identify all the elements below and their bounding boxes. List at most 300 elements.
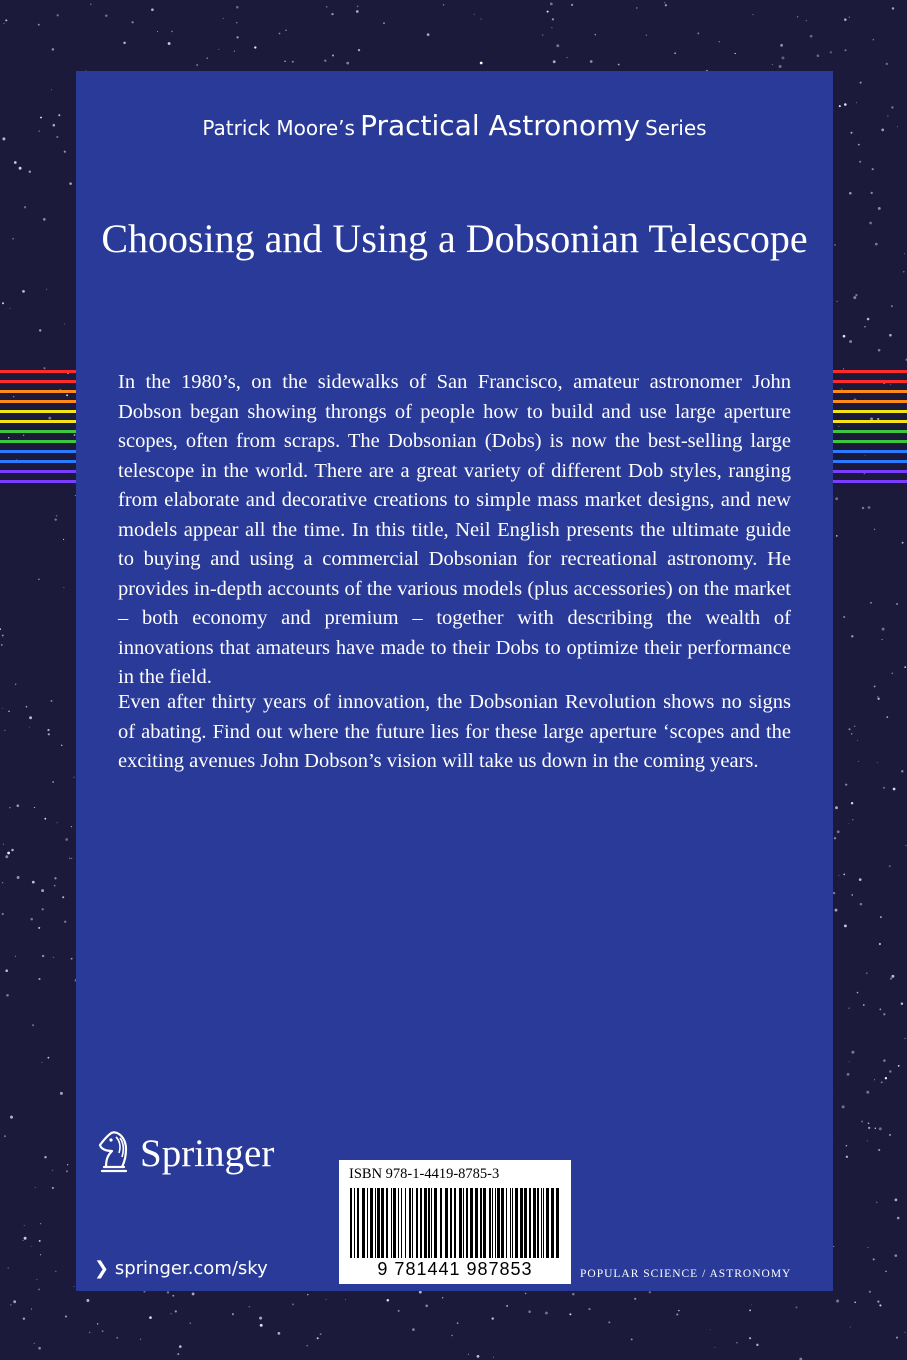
star xyxy=(57,14,59,16)
star xyxy=(149,1316,152,1319)
star xyxy=(553,60,556,63)
star xyxy=(844,925,847,928)
star xyxy=(4,1135,6,1137)
star xyxy=(2,137,5,140)
barcode-bar xyxy=(524,1188,527,1258)
star xyxy=(74,777,75,778)
barcode-bar xyxy=(533,1188,536,1258)
barcode-bar xyxy=(434,1188,437,1258)
star xyxy=(356,10,359,13)
star xyxy=(26,706,28,708)
star xyxy=(10,1304,11,1305)
star xyxy=(664,2,665,3)
star xyxy=(2,882,3,883)
star xyxy=(858,761,859,762)
star xyxy=(64,151,66,153)
star xyxy=(879,1304,881,1306)
star xyxy=(236,36,238,38)
star xyxy=(43,218,46,221)
star xyxy=(357,6,359,8)
stripe-line xyxy=(833,410,907,413)
star xyxy=(9,807,10,808)
star xyxy=(834,244,835,245)
star xyxy=(845,49,847,51)
star xyxy=(140,1339,141,1340)
star xyxy=(43,367,45,369)
star xyxy=(285,29,287,31)
star xyxy=(868,1127,870,1129)
barcode-bar xyxy=(466,1188,468,1258)
publisher-url-text: springer.com/sky xyxy=(114,1258,268,1279)
star xyxy=(9,308,10,309)
star xyxy=(849,17,850,18)
barcode-bar xyxy=(510,1188,511,1258)
star xyxy=(834,837,836,839)
star xyxy=(882,628,885,631)
star xyxy=(871,192,873,194)
stripe-line xyxy=(0,420,76,423)
star xyxy=(860,82,862,84)
star xyxy=(358,49,360,51)
star xyxy=(836,535,838,537)
barcode-bar xyxy=(420,1188,422,1258)
star xyxy=(38,1288,40,1290)
star xyxy=(873,1258,875,1260)
star xyxy=(170,1313,171,1314)
star xyxy=(190,1322,191,1323)
star xyxy=(32,1024,34,1026)
star xyxy=(892,7,894,9)
star xyxy=(44,1156,46,1158)
star xyxy=(493,1357,494,1358)
star xyxy=(5,855,8,858)
star xyxy=(873,39,874,40)
stripe-line xyxy=(833,420,907,423)
star xyxy=(223,18,224,19)
star xyxy=(157,31,158,32)
star xyxy=(844,18,847,21)
star xyxy=(895,1254,898,1257)
star xyxy=(874,685,876,687)
star xyxy=(842,1105,845,1108)
stripe-line xyxy=(833,440,907,443)
stripe-line xyxy=(0,470,76,473)
rainbow-stripes-right xyxy=(833,370,907,520)
star xyxy=(618,64,620,66)
star xyxy=(47,729,49,731)
star xyxy=(317,1337,319,1339)
star xyxy=(846,1145,847,1146)
star xyxy=(307,1345,308,1346)
star xyxy=(857,992,859,994)
star xyxy=(10,1116,13,1119)
star xyxy=(890,977,892,979)
barcode-bar xyxy=(497,1188,500,1258)
star xyxy=(48,1057,50,1059)
star xyxy=(40,1223,41,1224)
star xyxy=(383,22,385,24)
star xyxy=(857,740,858,741)
barcode-bar xyxy=(506,1188,507,1258)
star xyxy=(854,726,856,728)
star xyxy=(859,161,861,163)
star xyxy=(571,4,573,6)
star xyxy=(674,53,675,54)
star xyxy=(877,697,879,699)
star xyxy=(859,878,862,881)
star xyxy=(4,730,5,731)
barcode-bar xyxy=(375,1188,376,1258)
star xyxy=(551,27,552,28)
cover-panel xyxy=(76,71,833,1291)
barcode-bar xyxy=(475,1188,478,1258)
star xyxy=(474,14,475,15)
star xyxy=(836,1300,839,1303)
star xyxy=(889,865,891,867)
star xyxy=(886,716,888,718)
star xyxy=(867,1247,868,1248)
star xyxy=(236,6,239,9)
isbn-label: ISBN 978-1-4419-8785-3 xyxy=(349,1166,500,1182)
barcode-digits: 9 781441 987853 xyxy=(377,1259,533,1279)
star xyxy=(65,1316,67,1318)
star xyxy=(7,852,10,855)
series-header xyxy=(76,109,833,142)
rainbow-stripes-left xyxy=(0,370,76,520)
star xyxy=(29,727,30,728)
star xyxy=(735,53,736,54)
star xyxy=(889,1070,892,1073)
star xyxy=(5,19,7,21)
star xyxy=(2,635,4,637)
star xyxy=(590,60,593,63)
star xyxy=(23,1318,25,1320)
star xyxy=(904,253,905,254)
barcode-bar xyxy=(391,1188,392,1258)
star xyxy=(863,1004,865,1006)
star xyxy=(885,1077,887,1079)
barcode-bar xyxy=(405,1188,406,1258)
star xyxy=(552,18,554,20)
star xyxy=(849,1008,850,1009)
star xyxy=(34,807,35,808)
star xyxy=(17,876,20,879)
stripe-line xyxy=(0,380,76,383)
star xyxy=(780,44,783,47)
barcode-bar xyxy=(501,1188,504,1258)
star xyxy=(851,635,853,637)
barcode-bar xyxy=(445,1188,448,1258)
star xyxy=(332,55,334,57)
barcode-bar xyxy=(492,1188,493,1258)
star xyxy=(556,44,559,47)
star xyxy=(845,784,847,786)
star xyxy=(588,1308,590,1310)
star xyxy=(24,1225,25,1226)
barcode-bar xyxy=(543,1188,544,1258)
star xyxy=(853,296,856,299)
star xyxy=(898,1065,900,1067)
barcode-bar xyxy=(362,1188,365,1258)
star xyxy=(54,877,56,879)
barcode-bar xyxy=(367,1188,368,1258)
star xyxy=(38,1347,41,1350)
star xyxy=(177,1353,179,1355)
star xyxy=(891,106,893,108)
star xyxy=(867,318,870,321)
star xyxy=(64,323,65,324)
star xyxy=(848,823,849,824)
barcode-bar xyxy=(489,1188,491,1258)
star xyxy=(631,1338,633,1340)
star xyxy=(866,1091,869,1094)
star xyxy=(878,1149,880,1151)
star xyxy=(22,290,25,293)
star xyxy=(542,34,544,36)
star xyxy=(457,1322,459,1324)
star xyxy=(608,1321,610,1323)
star xyxy=(905,1332,906,1333)
star xyxy=(69,857,71,859)
star xyxy=(387,1299,390,1302)
star xyxy=(569,1313,571,1315)
star xyxy=(883,787,885,789)
star xyxy=(331,13,333,15)
star xyxy=(697,32,699,34)
star xyxy=(646,35,647,36)
star xyxy=(903,271,904,272)
star xyxy=(896,603,898,605)
barcode-bar xyxy=(377,1188,380,1258)
series-prefix: Patrick Moore’s xyxy=(202,116,355,140)
star xyxy=(13,1300,16,1303)
star xyxy=(116,1337,118,1339)
star xyxy=(547,11,549,13)
star xyxy=(904,1038,905,1039)
star xyxy=(412,1328,415,1331)
barcode-bar xyxy=(520,1188,523,1258)
star xyxy=(902,542,904,544)
star xyxy=(835,909,838,912)
star xyxy=(259,1317,262,1320)
star xyxy=(882,639,883,640)
stripe-line xyxy=(0,460,76,463)
star xyxy=(905,845,906,846)
star xyxy=(861,1121,863,1123)
star xyxy=(714,1347,715,1348)
star xyxy=(835,806,838,809)
star xyxy=(192,1292,195,1295)
star xyxy=(151,8,154,11)
star xyxy=(506,1305,508,1307)
star xyxy=(550,3,553,6)
star xyxy=(56,136,58,138)
star xyxy=(779,65,782,68)
star xyxy=(782,56,785,59)
star xyxy=(901,1002,903,1004)
star xyxy=(52,48,55,51)
star xyxy=(132,21,134,23)
star xyxy=(425,1304,428,1307)
star xyxy=(61,745,63,747)
star xyxy=(346,62,349,65)
star xyxy=(878,349,881,352)
star xyxy=(232,1313,234,1315)
star xyxy=(887,116,888,117)
star xyxy=(837,830,840,833)
stripe-line xyxy=(0,410,76,413)
star xyxy=(0,628,1,630)
star xyxy=(196,64,198,66)
barcode-bar xyxy=(401,1188,402,1258)
barcode-bar xyxy=(546,1188,549,1258)
star xyxy=(2,708,3,709)
star xyxy=(756,1344,758,1346)
barcode-bar xyxy=(556,1188,559,1258)
barcode-bar xyxy=(428,1188,430,1258)
stripe-line xyxy=(833,470,907,473)
star xyxy=(8,711,9,712)
star xyxy=(710,1329,711,1330)
star xyxy=(69,182,72,185)
star xyxy=(24,206,26,208)
star xyxy=(35,1187,36,1188)
star xyxy=(326,6,328,8)
star xyxy=(278,1332,281,1335)
star xyxy=(795,1306,797,1308)
star xyxy=(875,1127,877,1129)
barcode-bar xyxy=(412,1188,413,1258)
star xyxy=(34,1343,35,1344)
barcode-bar xyxy=(398,1188,399,1258)
star xyxy=(797,16,799,18)
star xyxy=(895,1199,898,1202)
barcode-bar xyxy=(440,1188,442,1258)
star xyxy=(883,1013,885,1015)
barcode-bar xyxy=(515,1188,518,1258)
star xyxy=(851,733,852,734)
star xyxy=(90,4,91,5)
star xyxy=(869,1291,871,1293)
star xyxy=(849,192,852,195)
star xyxy=(42,955,44,957)
star xyxy=(38,24,40,26)
star xyxy=(38,927,40,929)
barcode-bar xyxy=(386,1188,388,1258)
star xyxy=(54,885,56,887)
star xyxy=(886,63,888,65)
star xyxy=(234,51,235,52)
stripe-line xyxy=(833,370,907,373)
star xyxy=(89,1332,90,1333)
star xyxy=(63,539,64,540)
star xyxy=(12,238,14,240)
star xyxy=(167,1291,170,1294)
barcode-bar xyxy=(381,1188,384,1258)
stripe-line xyxy=(833,400,907,403)
star xyxy=(19,167,22,170)
star xyxy=(736,1342,737,1343)
star xyxy=(102,1330,104,1332)
star xyxy=(52,1169,54,1171)
star xyxy=(32,881,35,884)
star xyxy=(665,4,667,6)
star xyxy=(71,958,73,960)
star xyxy=(879,943,881,945)
star xyxy=(874,1079,875,1080)
star xyxy=(810,35,813,38)
star xyxy=(40,1254,41,1255)
star xyxy=(249,1306,251,1308)
stripe-line xyxy=(833,430,907,433)
barcode-bar xyxy=(454,1188,456,1258)
star xyxy=(1,644,3,646)
barcode-box xyxy=(339,1160,571,1284)
star xyxy=(15,956,16,957)
star xyxy=(23,1240,24,1241)
star xyxy=(480,62,483,65)
star xyxy=(636,7,637,8)
star xyxy=(62,896,64,898)
star xyxy=(893,788,896,791)
star xyxy=(525,1293,527,1295)
star xyxy=(851,894,853,896)
star xyxy=(175,1310,177,1312)
star xyxy=(676,1313,678,1315)
star xyxy=(901,770,903,772)
star xyxy=(279,33,281,35)
star xyxy=(58,114,60,116)
star xyxy=(15,684,17,686)
star xyxy=(51,700,53,702)
star xyxy=(881,1081,883,1083)
star xyxy=(891,672,893,674)
barcode-bar xyxy=(409,1188,411,1258)
star xyxy=(41,889,44,892)
star xyxy=(3,23,4,24)
description-paragraph-1: In the 1980’s, on the sidewalks of San Francisco, amateur astronomer John Dobson began showing throngs of people how to build and use large aperture scopes, often from scraps. The Dobsonian (Dobs) is now the best-selling large telescope in the world. There are a great variety of different Dob styles, ranging from elaborate and decorative creations to simple mass market designs, and new models appear all the time. In this title, Neil English presents the ultimate guide to buying and using a commercial Dobsonian for recreational astronomy. He provides in-depth accounts of the various models (plus accessories) on the market – both economy and premium – together with describing the wealth of innovations that amateurs have made to their Dobs to optimize their performance in the field. xyxy=(118,371,791,688)
star xyxy=(53,957,54,958)
star xyxy=(847,1073,850,1076)
barcode-bar xyxy=(480,1188,482,1258)
star xyxy=(207,58,208,59)
star xyxy=(891,305,892,306)
star xyxy=(29,716,32,719)
star xyxy=(849,1061,850,1062)
barcode-bar xyxy=(541,1188,542,1258)
star xyxy=(36,1279,37,1280)
stripe-line xyxy=(0,480,76,483)
star xyxy=(649,1291,651,1293)
star xyxy=(879,1127,882,1130)
star xyxy=(260,1324,263,1327)
star xyxy=(718,41,719,42)
description-paragraph-2: Even after thirty years of innovation, the Dobsonian Revolution shows no signs of abating. Find out where the future lies for these large aperture ‘scopes and the exciting avenues John Dobson’s vision will take us down in the coming years. xyxy=(118,691,791,772)
stripe-line xyxy=(0,450,76,453)
star xyxy=(398,1310,400,1312)
barcode-bar xyxy=(512,1188,513,1258)
star xyxy=(51,89,52,90)
publisher-url[interactable] xyxy=(94,1258,268,1279)
star xyxy=(864,326,866,328)
star xyxy=(14,161,17,164)
star xyxy=(839,105,841,107)
star xyxy=(851,132,853,134)
star xyxy=(427,33,430,36)
barcode-icon xyxy=(350,1188,560,1260)
star xyxy=(749,1310,751,1312)
star xyxy=(878,207,881,210)
